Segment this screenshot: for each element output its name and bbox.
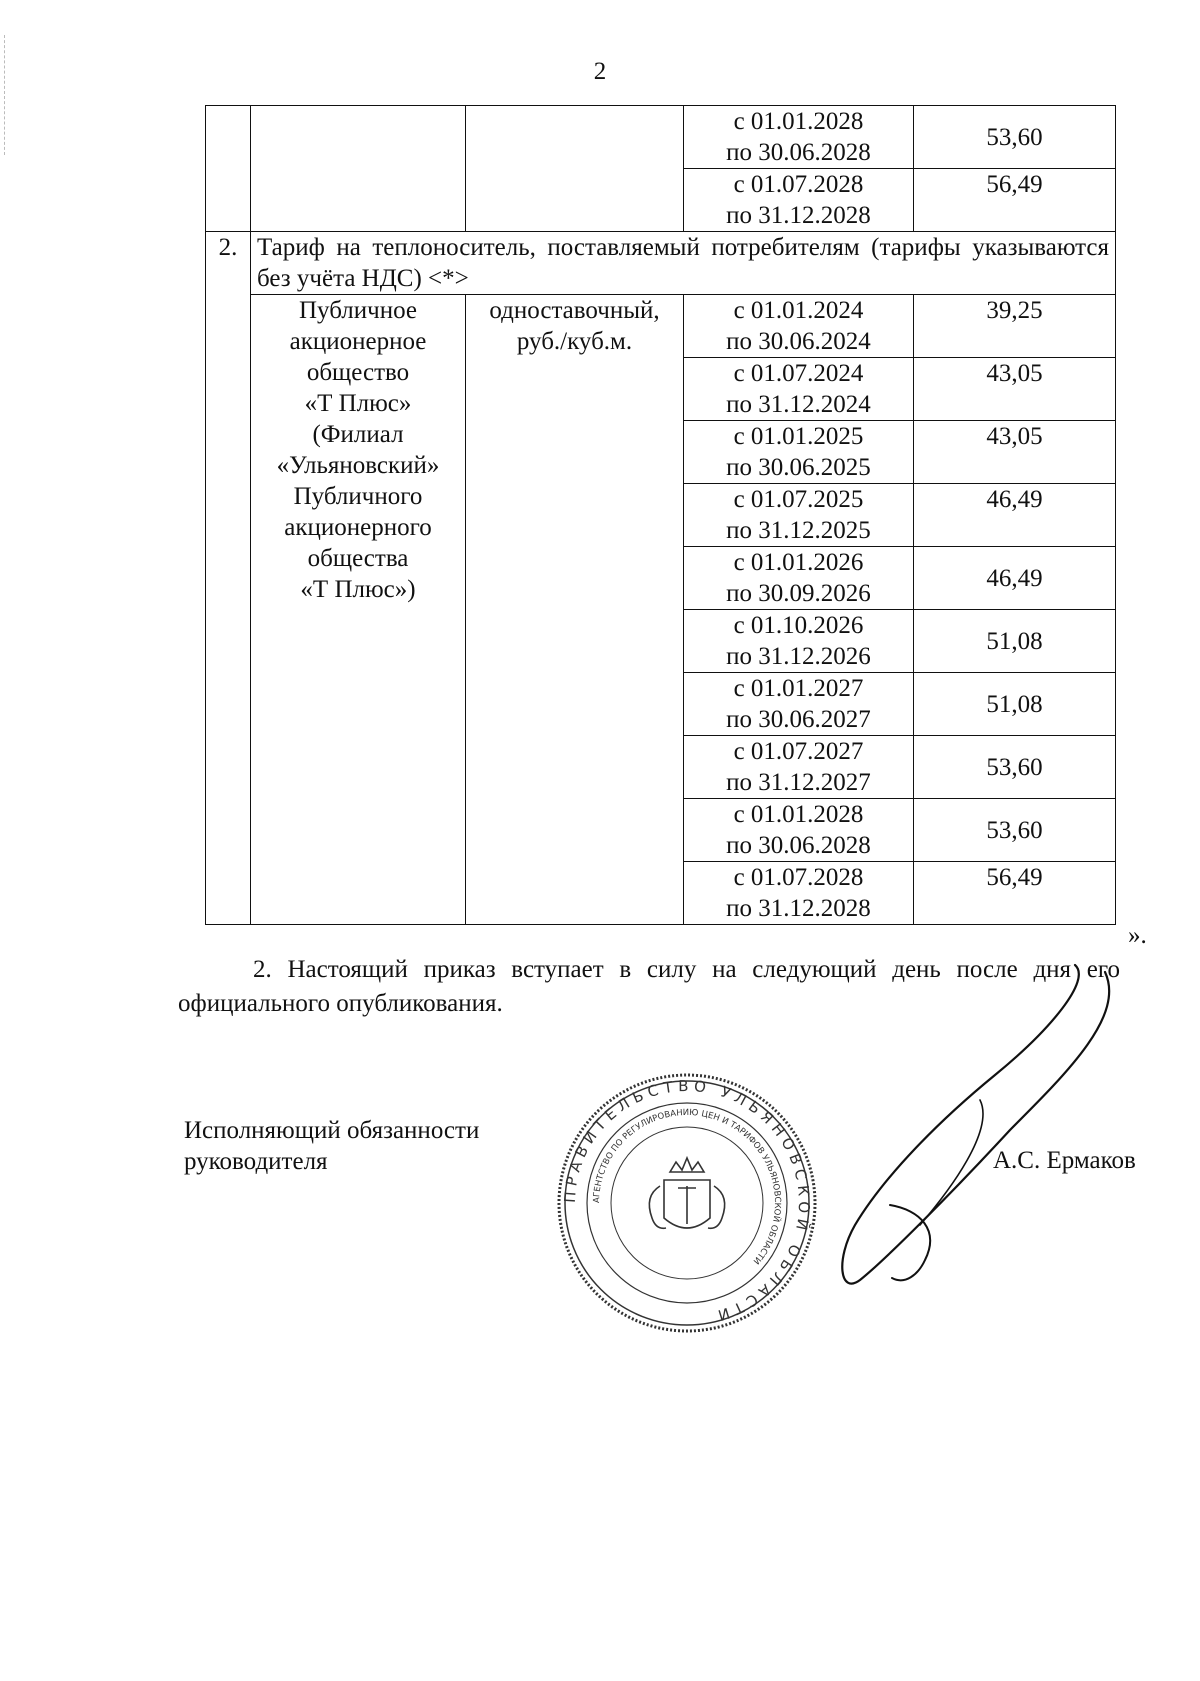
page-number: 2	[593, 58, 607, 85]
value-cell: 43,05	[914, 421, 1116, 484]
period-cell: с 01.07.2027 по 31.12.2027	[684, 736, 914, 799]
table-row	[206, 106, 1116, 169]
section-heading-row	[206, 232, 1116, 295]
value-cell: 53,60	[914, 799, 1116, 862]
value-cell: 56,49	[914, 169, 1116, 232]
scan-edge-mark	[4, 35, 7, 155]
value-cell: 51,08	[914, 673, 1116, 736]
value-cell: 43,05	[914, 358, 1116, 421]
value-cell: 53,60	[914, 736, 1116, 799]
period-cell: с 01.01.2026 по 30.09.2026	[684, 547, 914, 610]
section-number: 2.	[206, 232, 251, 925]
signer-title	[184, 1115, 479, 1177]
seal-inner-text: АГЕНТСТВО ПО РЕГУЛИРОВАНИЮ ЦЕН И ТАРИФОВ УЛЬЯНОВСКОЙ ОБЛАСТИ	[591, 1107, 783, 1266]
tariff-table	[205, 105, 1116, 925]
organization-line: общество	[306, 359, 410, 386]
organization-line: акционерное	[289, 328, 427, 355]
period-cell: с 01.01.2028 по 30.06.2028	[684, 106, 914, 169]
signer-title-line1: Исполняющий обязанности	[184, 1117, 480, 1144]
coat-of-arms-icon	[649, 1158, 724, 1228]
unit-line: руб./куб.м.	[516, 328, 633, 355]
clause-2: 2. Настоящий приказ вступает в силу на следующий день после дня его официального опубликования.	[178, 956, 1120, 1017]
period-cell: с 01.10.2026 по 31.12.2026	[684, 610, 914, 673]
organization-line: общества	[307, 545, 409, 572]
handwritten-signature	[830, 960, 1130, 1300]
period-cell: с 01.01.2028 по 30.06.2028	[684, 799, 914, 862]
value-cell: 46,49	[914, 484, 1116, 547]
official-seal	[552, 1068, 822, 1338]
organization-line: Публичное	[298, 297, 418, 324]
organization-line: «Ульяновский»	[276, 452, 440, 479]
organization-line: «Т Плюс»	[304, 390, 412, 417]
table-row	[206, 295, 1116, 358]
period-cell: с 01.01.2024 по 30.06.2024	[684, 295, 914, 358]
unit-line: одноставочный,	[489, 297, 660, 324]
value-cell: 56,49	[914, 862, 1116, 925]
signer-name: А.С. Ермаков	[993, 1147, 1136, 1174]
value-cell: 51,08	[914, 610, 1116, 673]
organization-line: (Филиал	[312, 421, 404, 448]
value-cell: 39,25	[914, 295, 1116, 358]
section-heading: Тариф на теплоноситель, поставляемый потребителям (тарифы указываются без учёта НДС) <*>	[251, 232, 1116, 295]
period-cell: с 01.07.2028 по 31.12.2028	[684, 862, 914, 925]
seal-outer-text: ПРАВИТЕЛЬСТВО УЛЬЯНОВСКОЙ ОБЛАСТИ	[560, 1076, 814, 1326]
unit-cell	[466, 295, 684, 925]
value-cell: 53,60	[914, 106, 1116, 169]
signer-title-line2: руководителя	[184, 1148, 328, 1175]
period-cell: с 01.07.2028 по 31.12.2028	[684, 169, 914, 232]
org-cell-empty	[251, 106, 466, 232]
period-cell: с 01.01.2025 по 30.06.2025	[684, 421, 914, 484]
organization-cell	[251, 295, 466, 925]
organization-line: акционерного	[284, 514, 432, 541]
period-cell: с 01.01.2027 по 30.06.2027	[684, 673, 914, 736]
unit-cell-empty	[466, 106, 684, 232]
value-cell: 46,49	[914, 547, 1116, 610]
closing-quote: ».	[1128, 922, 1147, 949]
organization-line: «Т Плюс»)	[300, 576, 416, 603]
organization-line: Публичного	[293, 483, 423, 510]
period-cell: с 01.07.2024 по 31.12.2024	[684, 358, 914, 421]
period-cell: с 01.07.2025 по 31.12.2025	[684, 484, 914, 547]
num-cell-empty	[206, 106, 251, 232]
